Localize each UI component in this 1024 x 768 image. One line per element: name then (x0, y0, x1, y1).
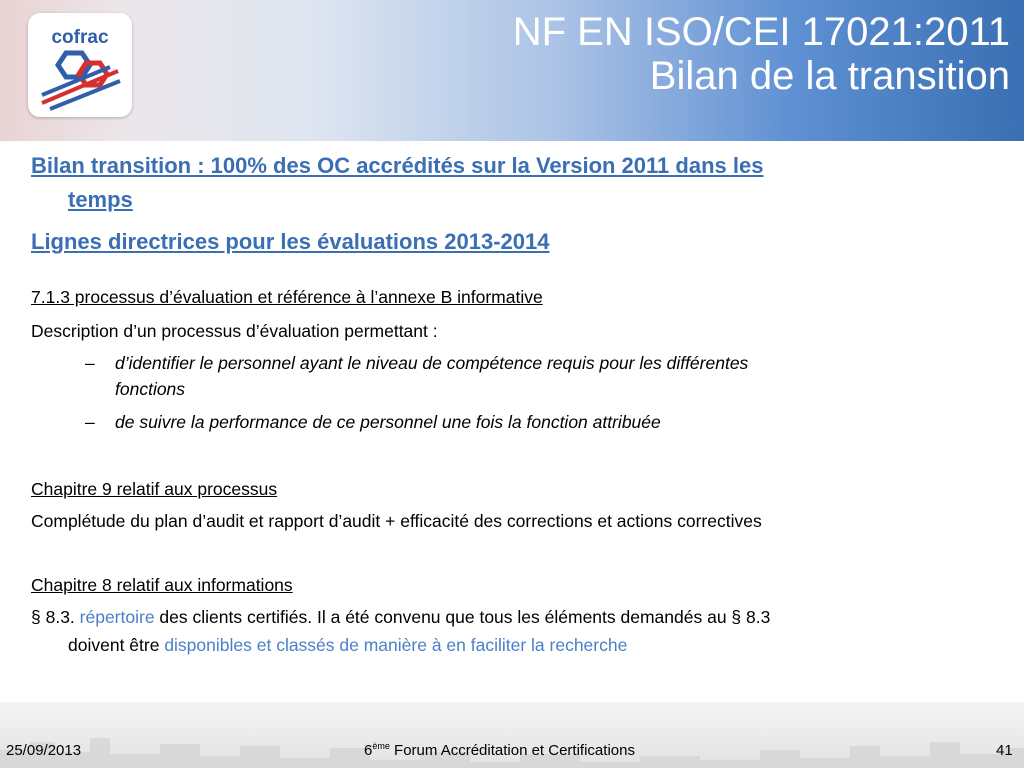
section-chapitre-9-description: Complétude du plan d’audit et rapport d’audit + efficacité des corrections et actions correctives (31, 511, 762, 531)
section-chapitre-8-line-2 (68, 635, 627, 656)
section-chapitre-8-line-1 (31, 607, 770, 628)
heading-bilan-line-1: Bilan transition : 100% des OC accrédités sur la Version 2011 dans les (31, 153, 764, 178)
event-number: 6 (364, 742, 373, 759)
title-line-2: Bilan de la transition (649, 54, 1010, 98)
logo-wordmark: cofrac (51, 27, 109, 48)
heading-bilan-line-2: temps (68, 187, 133, 212)
slide-content (0, 141, 1024, 701)
event-title: Forum Accréditation et Certifications (389, 742, 635, 759)
section-chapitre-9-title: Chapitre 9 relatif aux processus (31, 479, 278, 499)
slide-title (513, 10, 1010, 98)
bullet-marker-2: – (85, 412, 95, 432)
slide-header (0, 0, 1024, 141)
paragraph-prefix-2: doivent être (68, 635, 165, 655)
bullet-marker-1: – (85, 353, 95, 373)
section-chapitre-8-title: Chapitre 8 relatif aux informations (31, 575, 293, 595)
event-superscript: ème (372, 741, 390, 751)
section-713-title: 7.1.3 processus d’évaluation et référence à l’annexe B informative (31, 287, 543, 307)
footer-date: 25/09/2013 (6, 742, 82, 759)
bullet-1-line-2: fonctions (115, 379, 186, 399)
highlight-repertoire: répertoire (79, 607, 155, 627)
bullet-1-line-1: d’identifier le personnel ayant le niveau de compétence requis pour les différentes (115, 353, 749, 373)
cofrac-logo-icon (36, 19, 124, 111)
heading-lignes-directrices: Lignes directrices pour les évaluations 2013-2014 (31, 229, 550, 254)
cofrac-logo (28, 13, 132, 117)
paragraph-rest: des clients certifiés. Il a été convenu que tous les éléments demandés au § 8.3 (154, 607, 771, 627)
title-line-1: NF EN ISO/CEI 17021:2011 (512, 10, 1010, 54)
footer-event (364, 742, 635, 759)
section-713-description: Description d’un processus d’évaluation permettant : (31, 321, 438, 341)
highlight-disponibles: disponibles et classés de manière à en faciliter la recherche (164, 635, 628, 655)
paragraph-prefix: § 8.3. (31, 607, 80, 627)
page-number: 41 (996, 742, 1013, 759)
bullet-2: de suivre la performance de ce personnel une fois la fonction attribuée (115, 412, 661, 432)
